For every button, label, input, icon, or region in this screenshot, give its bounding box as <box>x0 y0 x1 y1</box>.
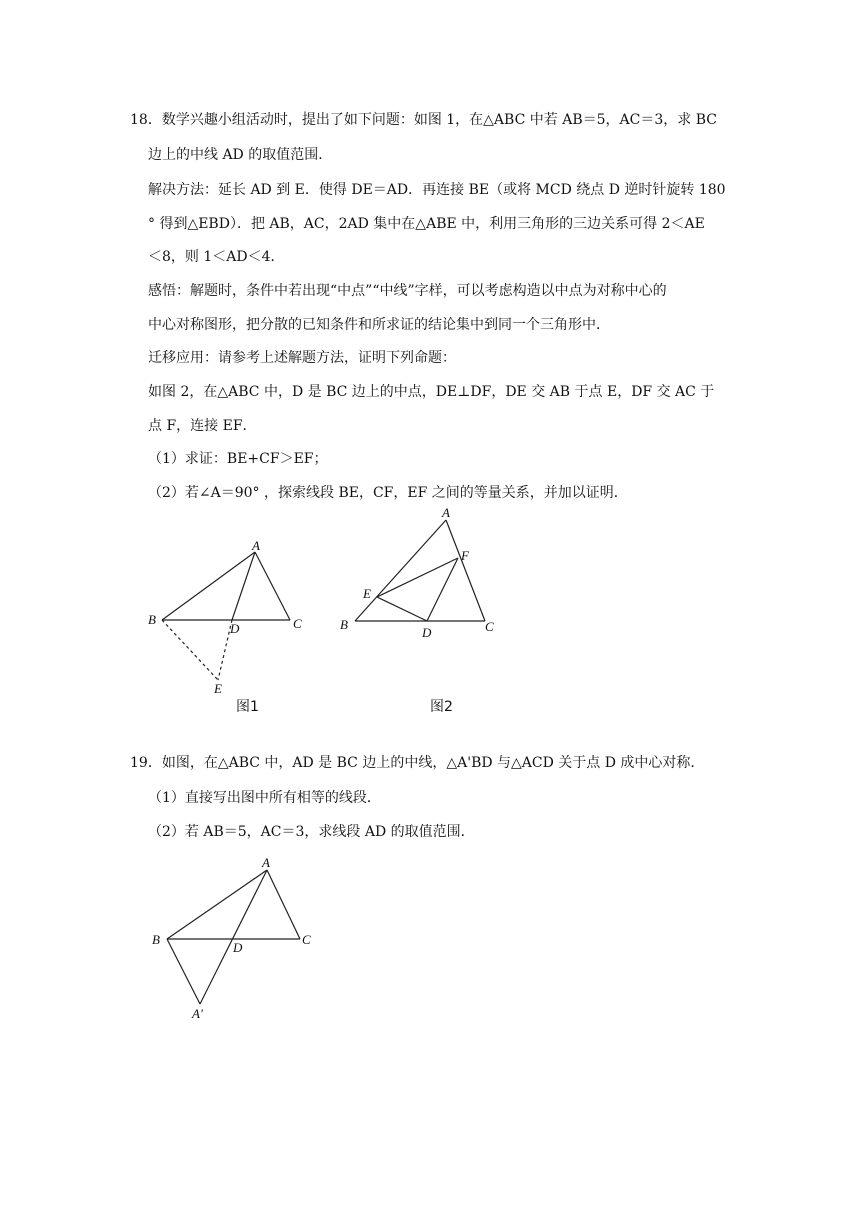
q18-line-4: ° 得到△EBD）．把 AB，AC，2AD 集中在△ABE 中，利用三角形的三边关系可得 2＜AE <box>148 216 705 232</box>
q19-line-3: （2）若 AB＝5，AC＝3，求线段 AD 的取值范围． <box>148 824 475 840</box>
q19-label-b: B <box>152 932 160 947</box>
fig1-segment-ad <box>232 552 255 620</box>
q18-line-2: 边上的中线 AD 的取值范围． <box>148 147 333 163</box>
fig2-label-b: B <box>340 617 348 632</box>
q18-line-1: 18．数学兴趣小组活动时，提出了如下问题：如图 1，在△ABC 中若 AB＝5，AC＝3，求 BC <box>130 112 717 128</box>
q18-line-9: 如图 2，在△ABC 中，D 是 BC 边上的中点，DE⊥DF，DE 交 AB 于点 E，DF 交 AC 于 <box>148 384 715 400</box>
q19-line-2: （1）直接写出图中所有相等的线段． <box>148 790 381 806</box>
fig2-label-e: E <box>363 586 371 601</box>
fig2-label-d: D <box>422 625 432 640</box>
q18-line-10: 点 F，连接 EF． <box>148 418 257 434</box>
q19-line-1: 19．如图，在△ABC 中，AD 是 BC 边上的中线，△A'BD 与△ACD 关于点 D 成中心对称． <box>130 755 705 771</box>
fig2-segment-de <box>377 597 427 621</box>
q19-label-c: C <box>302 932 311 947</box>
q18-line-12: （2）若∠A＝90° ，探索线段 BE，CF，EF 之间的等量关系，并加以证明． <box>148 485 628 501</box>
fig1-segment-ac <box>255 552 290 620</box>
fig2-segment-ef <box>377 558 458 597</box>
q19-segment-ba2 <box>167 939 200 1004</box>
figure-q19 <box>145 852 325 1022</box>
fig2-label-c: C <box>485 619 494 634</box>
fig1-label-c: C <box>293 616 302 631</box>
fig1-segment-ab <box>162 552 255 620</box>
q18-line-6: 感悟：解题时，条件中若出现“中点”“中线”字样，可以考虑构造以中点为对称中心的 <box>148 283 667 299</box>
q19-label-a: A <box>262 855 270 870</box>
figure-1-caption: 图1 <box>236 699 259 715</box>
fig1-label-d: D <box>230 621 240 636</box>
q19-label-a-prime: A' <box>192 1006 203 1021</box>
q18-line-11: （1）求证：BE+CF＞EF； <box>148 451 328 467</box>
fig1-segment-be <box>162 620 218 680</box>
figure-2-caption: 图2 <box>430 699 453 715</box>
q18-line-7: 中心对称图形，把分散的已知条件和所求证的结论集中到同一个三角形中． <box>148 317 610 333</box>
fig1-label-b: B <box>148 612 156 627</box>
figure-2 <box>335 500 505 645</box>
q19-segment-ac <box>267 870 300 939</box>
fig2-segment-df <box>427 558 458 621</box>
q19-segment-aa2 <box>200 870 267 1004</box>
q18-line-8: 迁移应用：请参考上述解题方法，证明下列命题： <box>148 350 456 366</box>
fig2-label-f: F <box>461 548 469 563</box>
fig1-label-e: E <box>214 681 222 696</box>
q18-line-5: ＜8，则 1＜AD＜4． <box>148 249 285 265</box>
q19-label-d: D <box>233 940 243 955</box>
fig2-label-a: A <box>442 505 450 520</box>
q19-segment-ab <box>167 870 267 939</box>
figure-1 <box>140 535 320 700</box>
fig1-label-a: A <box>252 538 260 553</box>
q18-line-3: 解决方法：延长 AD 到 E．使得 DE＝AD．再连接 BE（或将 MCD 绕点 D 逆时针旋转 180 <box>148 182 726 198</box>
